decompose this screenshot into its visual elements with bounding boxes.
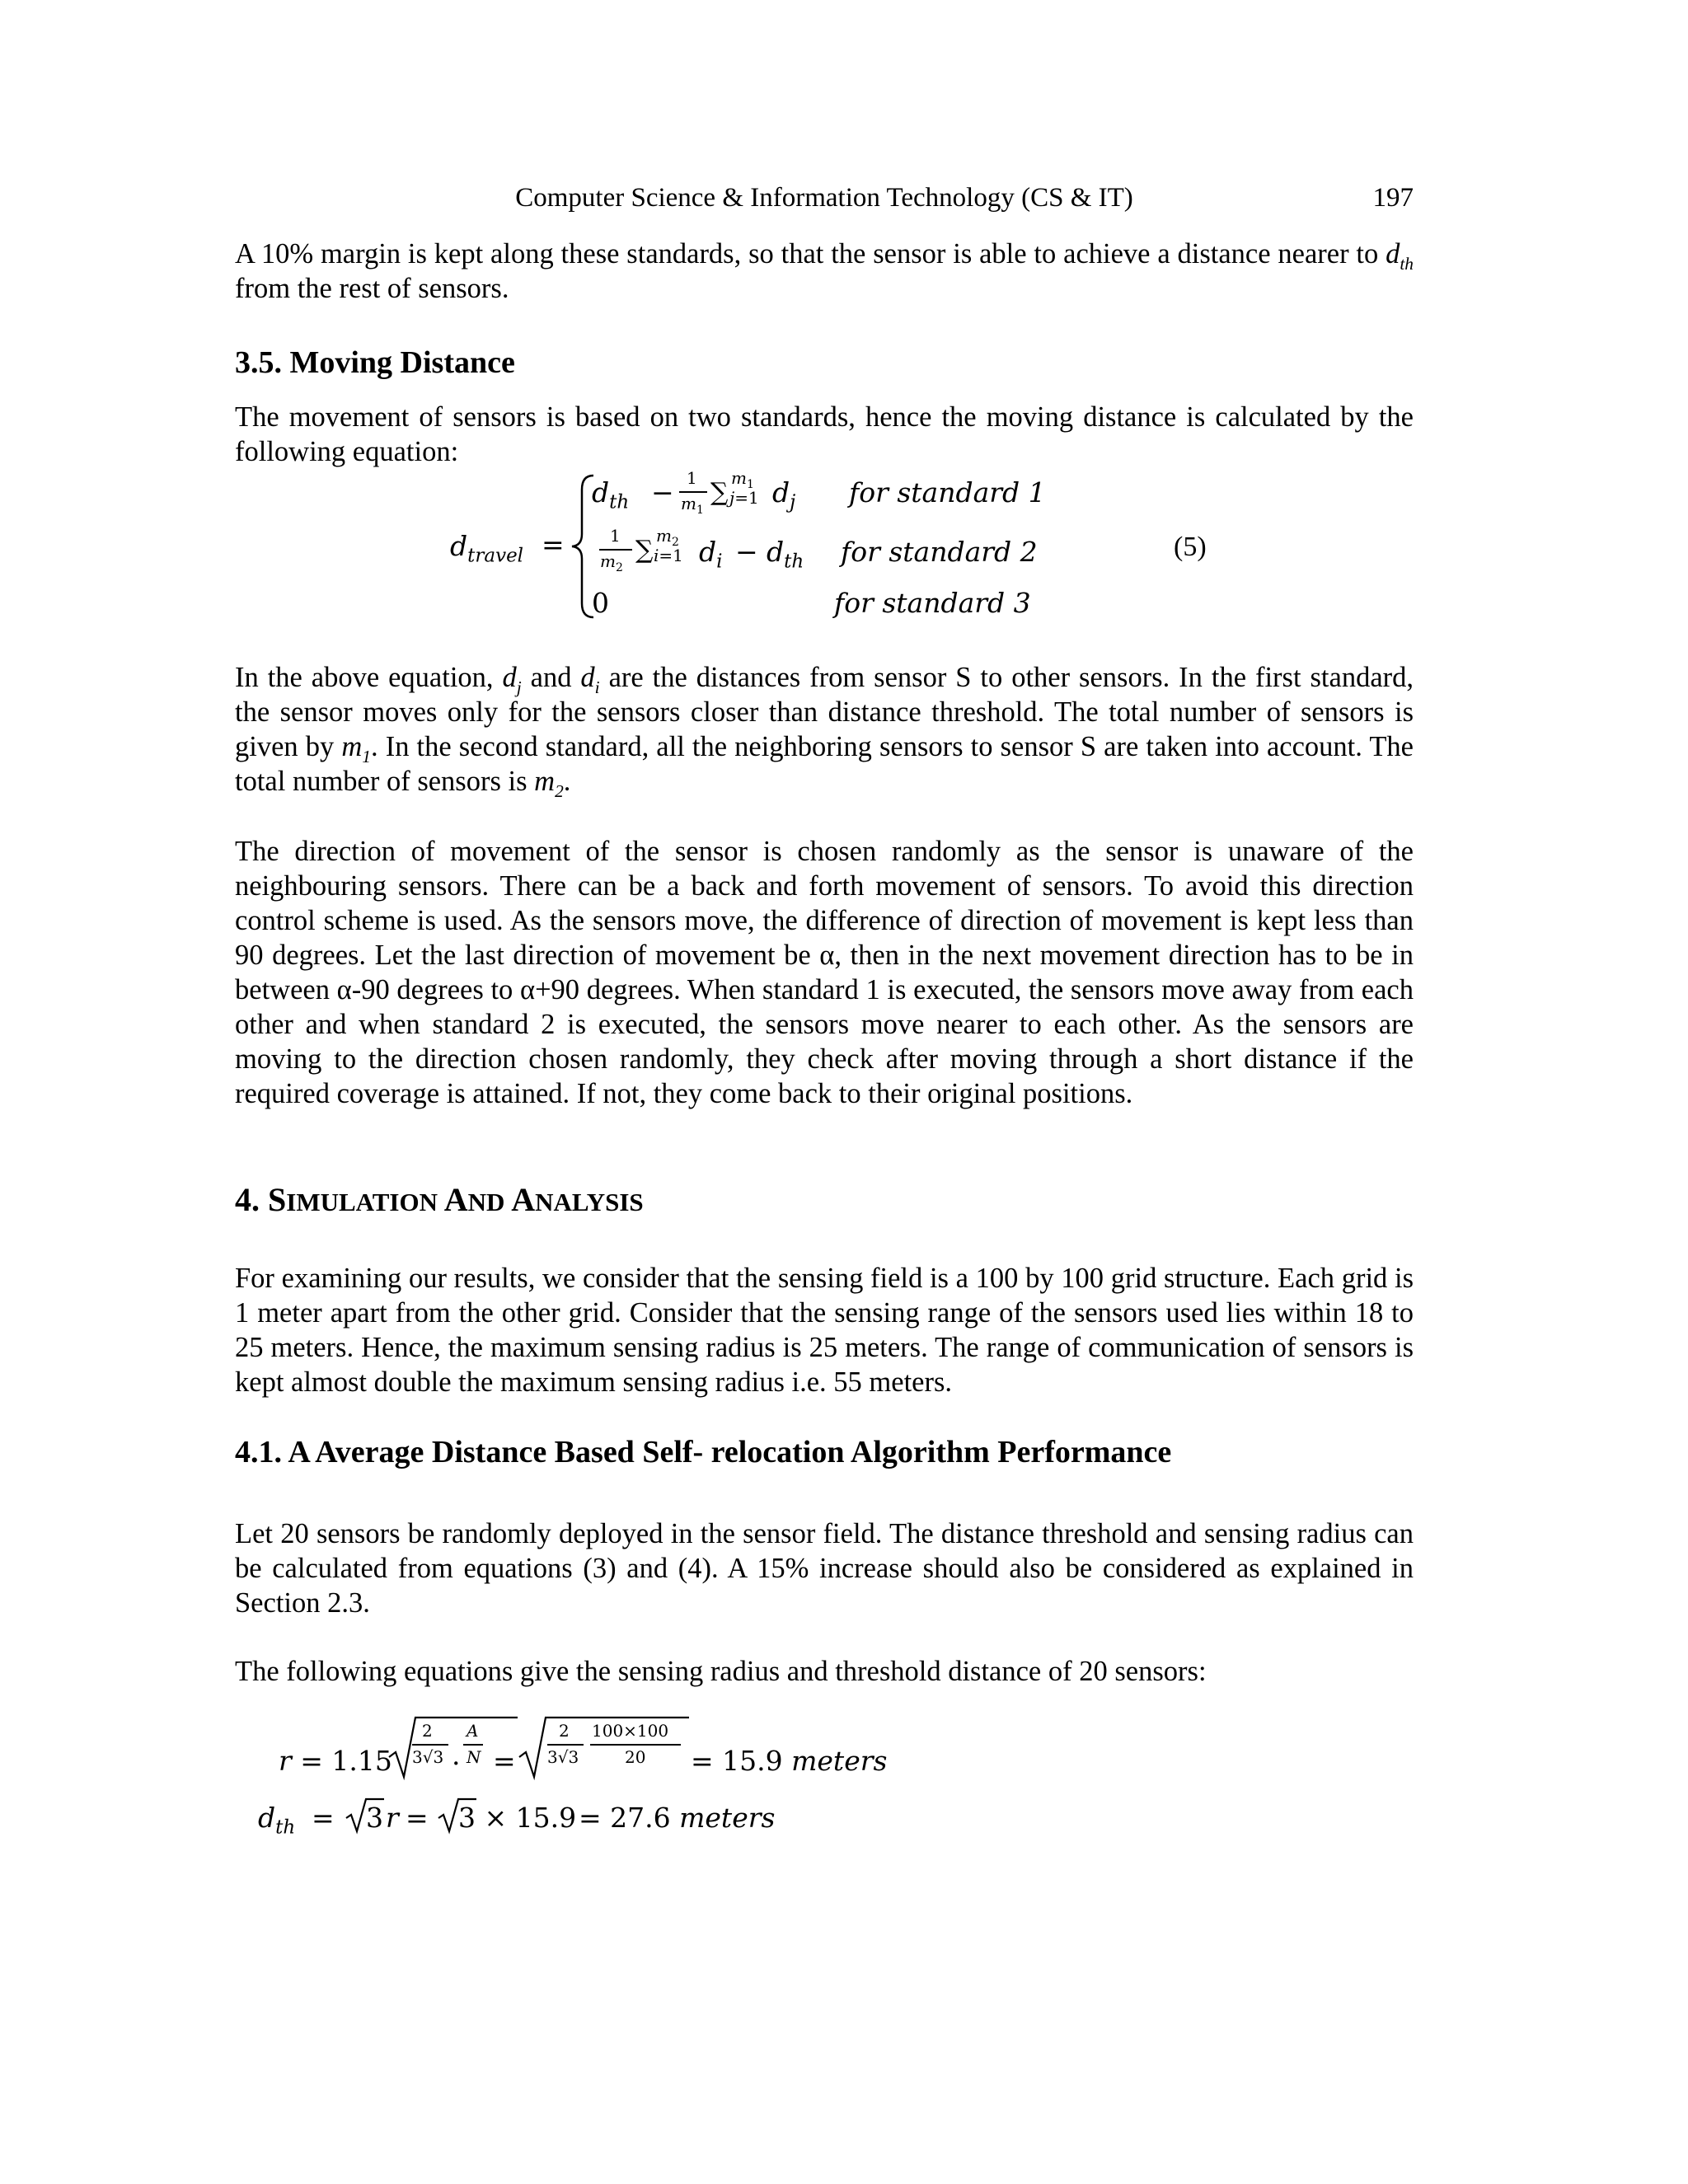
paragraph-moving-distance: The movement of sensors is based on two standards, hence the moving distance is calculated by the following equation: xyxy=(235,401,1414,467)
eq5-case1-condition: for standard 1 xyxy=(849,476,1046,509)
eq5-case2-condition: for standard 2 xyxy=(841,536,1038,568)
eq5-lhs: $d_{travel}$ xyxy=(450,530,524,567)
paragraph-margin: A 10% margin is kept along these standards, so that the sensor is able to achieve a distance nearer to $d_{th}$ from the rest of sensors. xyxy=(235,238,1414,304)
page-number: 197 xyxy=(1372,183,1414,213)
eq-r-sqrt2 xyxy=(518,1714,691,1780)
eq-r-sqrt1 xyxy=(387,1714,519,1780)
section-heading-4: 4. SIMULATION AND ANALYSIS xyxy=(235,1181,644,1218)
equation-5: $d_{travel}$ = $d_{th}$ − 1 $m_1$ ∑ $m_1$ j=1 $d_j$ for standard 1 1 $m_2$ ∑ $m_2$ i=1 $d_i$ − $d_{th}$ for standard 2 0 for standard 3 (5) xyxy=(450,468,1207,619)
paragraph-direction-control: The direction of movement of the sensor is chosen randomly as the sensor is unaware of the neighbouring sensors. There can be a back and forth movement of sensors. To avoid this direction control scheme is used. As the sensors move, the difference of direction of movement is kept less than 90 degrees. Let the last direction of movement be α, then in the next movement direction has to be in between α-90 degrees to α+90 degrees. When standard 1 is executed, the sensors move away from each other and when standard 2 is executed, the sensors move nearer to each other. As the sensors are moving to the direction chosen randomly, they check after moving through a short distance if the required coverage is attained. If not, they come back to their original positions. xyxy=(235,836,1414,1109)
paragraph-equation-explanation: In the above equation, $d_j$ and $d_i$ are the distances from sensor S to other sensors. In the first standard, the sensor moves only for the sensors closer than distance threshold. The total number of sensors is given by $m_1$. In the second standard, all the neighboring sensors to sensor S are taken into account. The total number of sensors is $m_2$. xyxy=(235,662,1414,801)
paragraph-simulation-setup: For examining our results, we consider that the sensing field is a 100 by 100 grid structure. Each grid is 1 meter apart from the other grid. Consider that the sensing range of the sensors used lies within 18 to 25 meters. Hence, the maximum sensing radius is 25 meters. The range of communication of sensors is kept almost double the maximum sensing radius i.e. 55 meters. xyxy=(235,1263,1414,1398)
header-title: Computer Science & Information Technology (CS & IT) xyxy=(515,183,1133,213)
eq-r-result: = 15.9 meters xyxy=(691,1745,888,1777)
eq5-number: (5) xyxy=(1174,532,1207,562)
eq5-case3-condition: for standard 3 xyxy=(834,587,1031,619)
equation-sensing-radius: r = 1.15 2 3√3 . A N = 2 3√3 100×100 20 = 15.9 meters $d_{th}$ = 3 r = 3 × 15.9 = 27.6 meters xyxy=(0,0,1688,2184)
eq-r-lhs: r = 1.15 xyxy=(279,1745,392,1777)
section-heading-3-5: 3.5. Moving Distance xyxy=(235,345,515,380)
eq5-case1-dth: $d_{th}$ xyxy=(592,476,630,513)
section-heading-4-1: 4.1. A Average Distance Based Self- relocation Algorithm Performance xyxy=(235,1435,1172,1469)
eq-dth-lhs: $d_{th}$ xyxy=(258,1802,296,1839)
paragraph-sensor-deployment: Let 20 sensors be randomly deployed in the sensor field. The distance threshold and sensing radius can be calculated from equations (3) and (4). A 15% increase should also be considered as explained in Section 2.3. xyxy=(235,1518,1414,1619)
paragraph-equations-intro: The following equations give the sensing radius and threshold distance of 20 sensors: xyxy=(235,1656,1207,1687)
eq5-case3-value: 0 xyxy=(592,587,609,619)
eq5-brace xyxy=(569,473,602,620)
running-header xyxy=(235,183,1414,221)
eq5-equals: = xyxy=(542,528,565,560)
eq-dth-result: = 27.6 meters xyxy=(579,1802,776,1834)
